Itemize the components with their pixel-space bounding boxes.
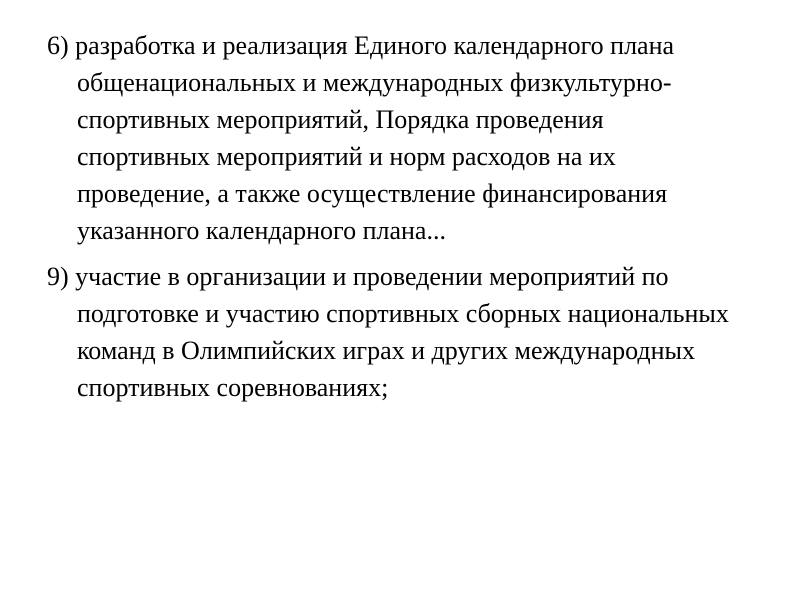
list-item: 9) участие в организации и проведении мероприятий по подготовке и участию спортивных сборных национальных команд в Олимпийских играх и других международных спортивных соревнованиях; — [47, 262, 729, 402]
list-item: 6) разработка и реализация Единого календарного плана общенациональных и международных физкультурно-спортивных мероприятий, Порядка проведения спортивных мероприятий и норм расходов на их проведение, а также осуществление финансирования указанного календарного плана... — [47, 31, 675, 245]
